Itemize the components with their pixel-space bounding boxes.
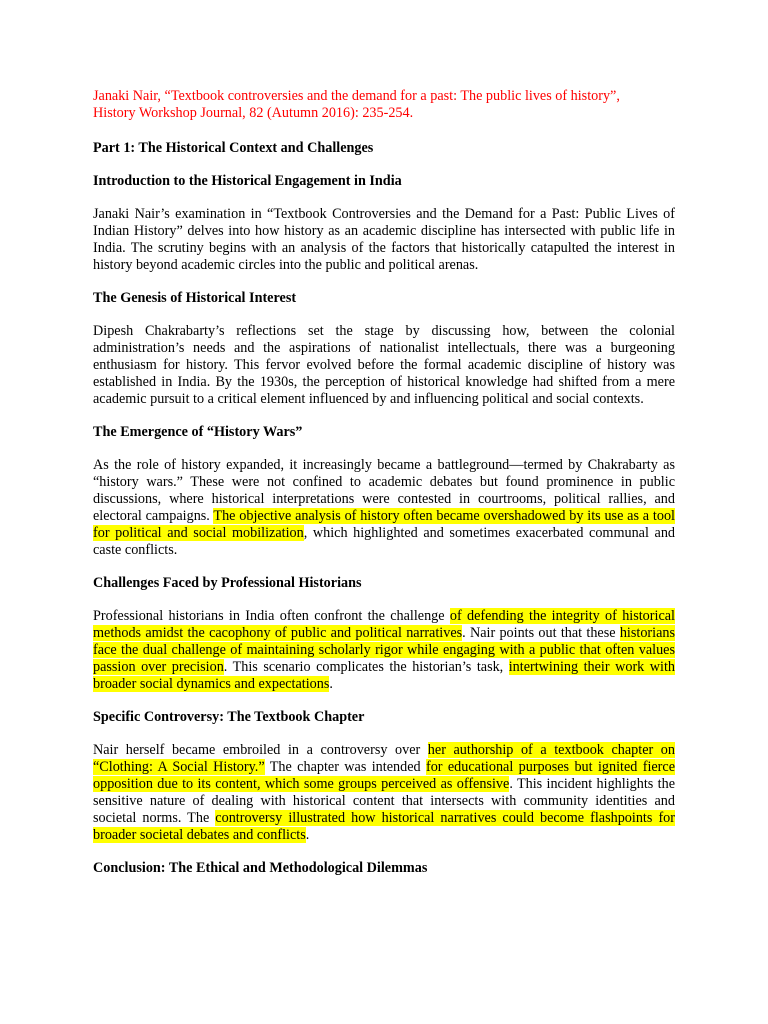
highlighted-text: for educational purposes but ignited fierce opposition due to its content, which some groups perceived as offensive xyxy=(93,759,676,792)
controversy-heading: Specific Controversy: The Textbook Chapter xyxy=(93,709,365,725)
text-span: As the role of history expanded, it increasingly became a battleground—termed by Chakrabarty as “history wars.” These were not confined to academic debates but found prominence in public discussions, where historical interpretations were contested in courtrooms, political rallies, and electoral campaigns. xyxy=(93,457,675,524)
text-span: Professional historians in India often confront the challenge xyxy=(93,608,450,624)
history-wars-paragraph xyxy=(93,457,675,559)
highlighted-text: her authorship of a textbook chapter on “Clothing: A Social History.” xyxy=(93,742,675,775)
challenges-heading: Challenges Faced by Professional Historians xyxy=(93,575,362,591)
text-span: , which highlighted and sometimes exacerbated communal and caste conflicts. xyxy=(93,525,676,558)
citation-line-1: Janaki Nair, “Textbook controversies and the demand for a past: The public lives of history”, xyxy=(93,88,620,104)
challenges-paragraph xyxy=(93,608,675,693)
history-wars-heading: The Emergence of “History Wars” xyxy=(93,424,303,440)
intro-heading: Introduction to the Historical Engagement in India xyxy=(93,173,402,189)
intro-paragraph: Janaki Nair’s examination in “Textbook Controversies and the Demand for a Past: Public Lives of Indian History” delves into how history as an academic discipline has intersected with public life in India. The scrutiny begins with an analysis of the factors that historically catapulted the interest in history beyond academic circles into the public and political arenas. xyxy=(93,206,675,273)
conclusion-heading: Conclusion: The Ethical and Methodological Dilemmas xyxy=(93,860,428,876)
genesis-heading: The Genesis of Historical Interest xyxy=(93,290,297,306)
highlighted-text: The objective analysis of history often became overshadowed by its use as a tool for political and social mobilization xyxy=(93,508,675,541)
text-span: . xyxy=(329,676,333,692)
text-span: . This incident highlights the sensitive nature of dealing with historical content that intersects with community identities and societal norms. The xyxy=(93,776,675,826)
text-span: . This scenario complicates the historian’s task, xyxy=(223,659,509,675)
document-body xyxy=(93,88,675,893)
citation-line-2: History Workshop Journal, 82 (Autumn 2016): 235-254. xyxy=(93,105,414,121)
citation xyxy=(93,88,675,122)
controversy-paragraph xyxy=(93,742,675,844)
text-span: Nair herself became embroiled in a controversy over xyxy=(93,742,428,758)
text-span: . xyxy=(305,827,310,843)
text-span: . Nair points out that these xyxy=(462,625,620,641)
highlighted-text: intertwining their work with broader social dynamics and expectations xyxy=(93,659,675,692)
text-span: The chapter was intended xyxy=(264,759,426,775)
highlighted-text: controversy illustrated how historical narratives could become flashpoints for broader societal debates and conflicts xyxy=(93,810,675,843)
highlighted-text: of defending the integrity of historical methods amidst the cacophony of public and political narratives xyxy=(93,608,675,641)
part-heading: Part 1: The Historical Context and Challenges xyxy=(93,140,374,156)
genesis-paragraph: Dipesh Chakrabarty’s reflections set the stage by discussing how, between the colonial administration’s needs and the aspirations of nationalist intellectuals, there was a burgeoning enthusiasm for history. This fervor evolved before the formal academic discipline of history was established in India. By the 1930s, the perception of historical knowledge had shifted from a mere academic pursuit to a critical element influenced by and influencing political and social contexts. xyxy=(93,323,675,407)
highlighted-text: historians face the dual challenge of maintaining scholarly rigor while engaging with a public that often values passion over precision xyxy=(93,625,675,675)
